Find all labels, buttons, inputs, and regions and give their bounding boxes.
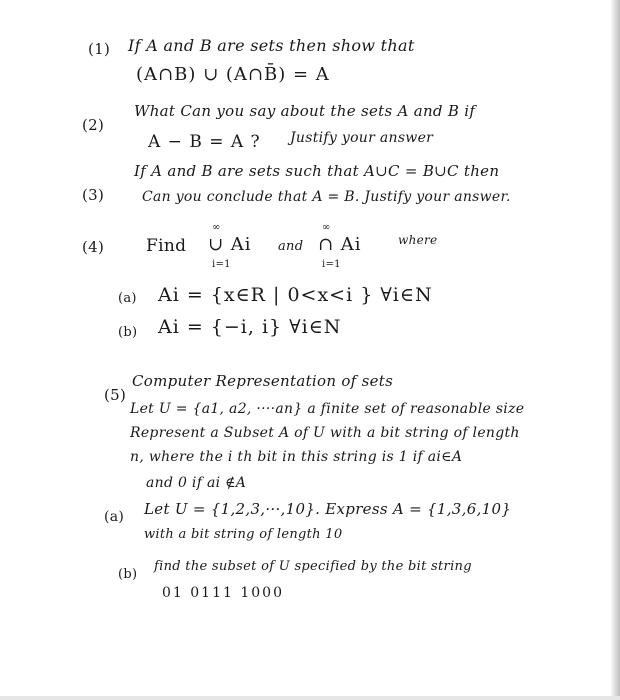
q4-inter-upper: ∞ <box>322 222 331 233</box>
q2-number: (2) <box>82 116 105 134</box>
q4b-formula: Ai = {−i, i} ∀i∈N <box>158 316 342 338</box>
q5-number: (5) <box>104 386 127 404</box>
q5-line1: Let U = {a1, a2, ····an} a finite set of reasonable size <box>130 401 525 417</box>
q5a-text: Let U = {1,2,3,···,10}. Express A = {1,3,6,10} <box>144 500 512 518</box>
q2-formula: A − B = A ? <box>148 132 261 152</box>
q4b-label: (b) <box>118 325 138 340</box>
q2-text: What Can you say about the sets A and B if <box>134 102 476 120</box>
q5-line4: and 0 if ai ∉A <box>146 475 247 491</box>
q2-justify: Justify your answer <box>290 130 434 146</box>
q4-find: Find <box>146 236 187 256</box>
q3-line2: Can you conclude that A = B. Justify your answer. <box>142 189 511 205</box>
q3-number: (3) <box>82 186 105 204</box>
q1-number: (1) <box>88 40 111 58</box>
q4-number: (4) <box>82 238 105 256</box>
q5-title: Computer Representation of sets <box>132 372 394 390</box>
q4-where: where <box>398 233 438 247</box>
q3-text: If A and B are sets such that A∪C = B∪C then <box>134 162 500 180</box>
q5-line2: Represent a Subset A of U with a bit string of length <box>130 425 520 441</box>
q4a-formula: Ai = {x∈R | 0<x<i } ∀i∈N <box>158 284 433 306</box>
q4-union: ∪ Ai <box>208 234 252 255</box>
q5-line3: n, where the i th bit in this string is 1 if ai∈A <box>130 449 463 465</box>
q1-formula: (A∩B) ∪ (A∩B̄) = A <box>136 64 330 85</box>
q5b-label: (b) <box>118 567 138 582</box>
q5b-text: find the subset of U specified by the bit string <box>154 559 472 574</box>
q4-inter-lower: i=1 <box>322 259 341 270</box>
q4-intersection: ∩ Ai <box>318 234 362 255</box>
scan-page-edge <box>610 0 620 700</box>
q5a-label: (a) <box>104 509 125 525</box>
q4-union-upper: ∞ <box>212 222 221 233</box>
q4a-label: (a) <box>118 291 137 306</box>
q4-and: and <box>278 239 304 254</box>
q4-union-lower: i=1 <box>212 259 231 270</box>
q5b-bitstring: 01 0111 1000 <box>162 585 284 601</box>
q1-text: If A and B are sets then show that <box>128 36 415 55</box>
q5a-line2: with a bit string of length 10 <box>144 527 343 542</box>
scan-bottom-edge <box>0 696 620 700</box>
